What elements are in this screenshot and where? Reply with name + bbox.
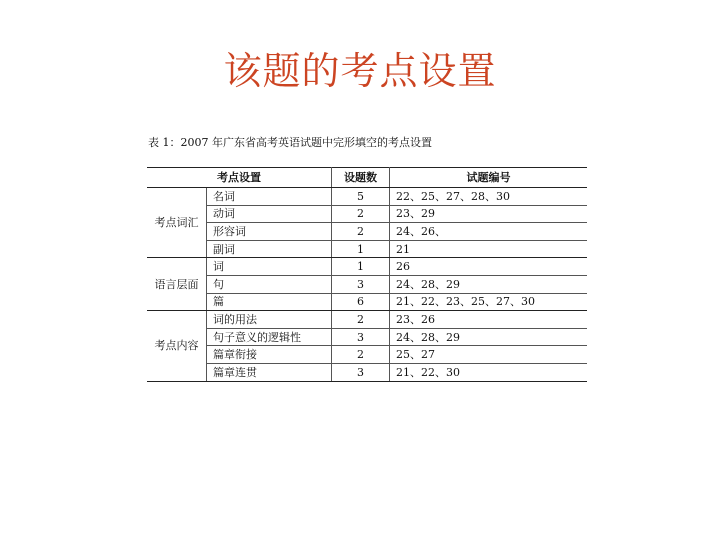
row-questions: 24、28、29: [390, 275, 588, 293]
table-row: [147, 223, 587, 241]
row-item: 句子意义的逻辑性: [207, 328, 332, 346]
row-count: 2: [332, 311, 390, 329]
header-setting: 考点设置: [147, 168, 332, 188]
table-row: [147, 293, 587, 311]
row-questions: 21: [390, 240, 588, 258]
row-item: 篇: [207, 293, 332, 311]
table-row: [147, 258, 587, 276]
table-caption: 表 1：2007 年广东省高考英语试题中完形填空的考点设置: [148, 136, 432, 149]
row-questions: 25、27: [390, 346, 588, 364]
row-item: 副词: [207, 240, 332, 258]
row-item: 篇章衔接: [207, 346, 332, 364]
row-count: 1: [332, 240, 390, 258]
row-count: 3: [332, 328, 390, 346]
row-questions: 23、26: [390, 311, 588, 329]
row-count: 2: [332, 223, 390, 241]
row-questions: 23、29: [390, 205, 588, 223]
row-item: 名词: [207, 188, 332, 206]
row-count: 2: [332, 346, 390, 364]
row-item: 词的用法: [207, 311, 332, 329]
header-questions: 试题编号: [390, 168, 588, 188]
row-questions: 21、22、30: [390, 363, 588, 381]
row-count: 2: [332, 205, 390, 223]
row-count: 1: [332, 258, 390, 276]
row-questions: 24、28、29: [390, 328, 588, 346]
row-questions: 26: [390, 258, 588, 276]
table-row: [147, 205, 587, 223]
row-item: 词: [207, 258, 332, 276]
row-count: 5: [332, 188, 390, 206]
row-count: 6: [332, 293, 390, 311]
row-item: 句: [207, 275, 332, 293]
row-questions: 24、26、: [390, 223, 588, 241]
row-item: 动词: [207, 205, 332, 223]
table-row: [147, 363, 587, 381]
table-row: [147, 275, 587, 293]
header-count: 设题数: [332, 168, 390, 188]
table-header-row: [147, 168, 587, 188]
row-item: 篇章连贯: [207, 363, 332, 381]
table-row: [147, 240, 587, 258]
table-row: [147, 311, 587, 329]
row-questions: 21、22、23、25、27、30: [390, 293, 588, 311]
row-questions: 22、25、27、28、30: [390, 188, 588, 206]
table-row: [147, 328, 587, 346]
row-item: 形容词: [207, 223, 332, 241]
table-row: [147, 346, 587, 364]
exam-points-table: [147, 167, 587, 382]
group-category: 考点词汇: [147, 188, 207, 258]
page-title: 该题的考点设置: [223, 49, 497, 93]
row-count: 3: [332, 363, 390, 381]
table-row: [147, 188, 587, 206]
row-count: 3: [332, 275, 390, 293]
group-category: 考点内容: [147, 311, 207, 381]
group-category: 语言层面: [147, 258, 207, 311]
